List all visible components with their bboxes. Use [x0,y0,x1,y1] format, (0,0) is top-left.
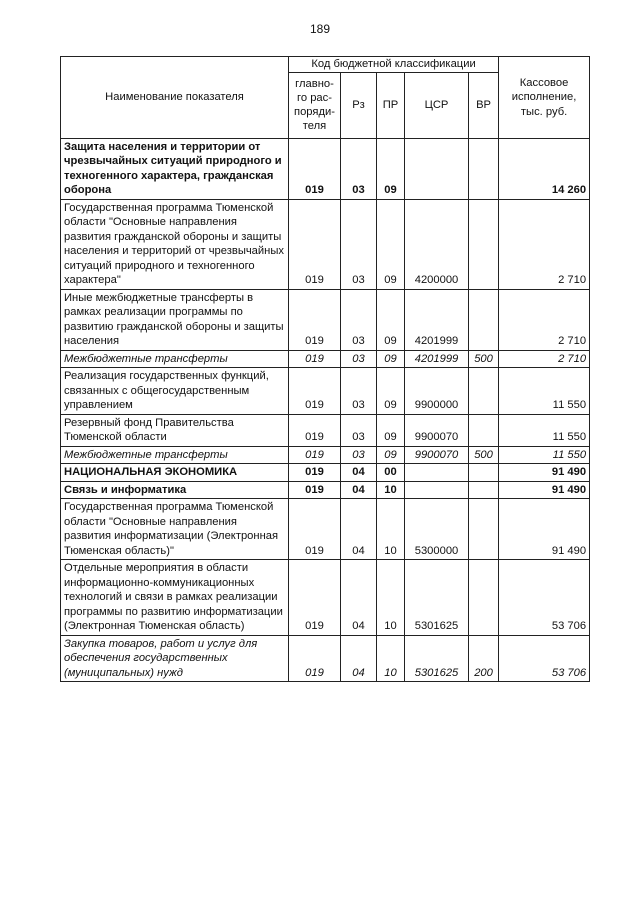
cell-csr: 4201999 [405,350,469,368]
cell-sum: 14 260 [499,138,590,199]
cell-name: Резервный фонд Правительства Тюменской области [61,414,289,446]
cell-name: Государственная программа Тюменской области "Основные направления развития информатизации (Электронная Тюменская область)" [61,499,289,560]
cell-csr [405,481,469,499]
cell-vr [469,481,499,499]
cell-name: Государственная программа Тюменской области "Основные направления развития гражданской обороны и защиты населения и территорий от чрезвычайных ситуаций природного и техногенного характера" [61,199,289,289]
table-row [61,199,590,289]
cell-vr [469,368,499,415]
cell-vr [469,414,499,446]
cell-pr: 09 [377,446,405,464]
cell-sum: 53 706 [499,635,590,682]
cell-sum: 91 490 [499,499,590,560]
cell-glav: 019 [289,414,341,446]
cell-vr [469,199,499,289]
cell-csr [405,138,469,199]
cell-rz: 03 [341,446,377,464]
cell-vr [469,560,499,636]
header-csr: ЦСР [405,72,469,138]
cell-rz: 04 [341,464,377,482]
cell-glav: 019 [289,446,341,464]
cell-rz: 04 [341,481,377,499]
cell-csr [405,464,469,482]
cell-sum: 2 710 [499,289,590,350]
cell-pr: 10 [377,635,405,682]
cell-name: НАЦИОНАЛЬНАЯ ЭКОНОМИКА [61,464,289,482]
cell-vr: 500 [469,446,499,464]
cell-sum: 53 706 [499,560,590,636]
table-row [61,464,590,482]
table-row [61,138,590,199]
table-row [61,350,590,368]
cell-rz: 03 [341,368,377,415]
cell-rz: 03 [341,350,377,368]
cell-pr: 09 [377,289,405,350]
cell-vr: 500 [469,350,499,368]
cell-rz: 04 [341,499,377,560]
table-row [61,499,590,560]
cell-vr [469,138,499,199]
cell-pr: 09 [377,414,405,446]
header-glav: главно- го рас- поряди- теля [289,72,341,138]
cell-pr: 10 [377,560,405,636]
cell-sum: 11 550 [499,446,590,464]
cell-name: Отдельные мероприятия в области информационно-коммуникационных технологий и связи в рамках реализации программы по развитию информатизации (Электронная Тюменская область) [61,560,289,636]
header-name: Наименование показателя [61,57,289,139]
table-row [61,446,590,464]
cell-csr: 9900070 [405,414,469,446]
cell-pr: 09 [377,350,405,368]
cell-glav: 019 [289,350,341,368]
cell-pr: 10 [377,499,405,560]
cell-glav: 019 [289,481,341,499]
cell-name: Реализация государственных функций, связанных с общегосударственным управлением [61,368,289,415]
cell-csr: 5301625 [405,635,469,682]
cell-pr: 09 [377,199,405,289]
cell-glav: 019 [289,464,341,482]
cell-csr: 9900000 [405,368,469,415]
table-row [61,560,590,636]
table-row [61,414,590,446]
cell-sum: 11 550 [499,414,590,446]
cell-sum: 2 710 [499,350,590,368]
cell-csr: 5301625 [405,560,469,636]
cell-name: Межбюджетные трансферты [61,446,289,464]
cell-sum: 91 490 [499,464,590,482]
page-number: 189 [309,22,331,36]
cell-sum: 91 490 [499,481,590,499]
header-vr: ВР [469,72,499,138]
cell-name: Иные межбюджетные трансферты в рамках реализации программы по развитию гражданской обороны и защиты населения [61,289,289,350]
cell-glav: 019 [289,289,341,350]
cell-vr [469,499,499,560]
cell-vr [469,289,499,350]
cell-glav: 019 [289,199,341,289]
cell-pr: 00 [377,464,405,482]
cell-name: Защита населения и территории от чрезвычайных ситуаций природного и техногенного характера, гражданская оборона [61,138,289,199]
cell-glav: 019 [289,368,341,415]
cell-vr: 200 [469,635,499,682]
cell-glav: 019 [289,138,341,199]
table-row [61,289,590,350]
cell-csr: 9900070 [405,446,469,464]
header-pr: ПР [377,72,405,138]
table-row [61,368,590,415]
cell-sum: 11 550 [499,368,590,415]
cell-rz: 03 [341,414,377,446]
table-row [61,635,590,682]
cell-pr: 09 [377,368,405,415]
cell-vr [469,464,499,482]
header-sum: Кассовое исполнение, тыс. руб. [499,57,590,139]
budget-table [60,56,590,682]
cell-glav: 019 [289,560,341,636]
cell-rz: 03 [341,289,377,350]
cell-rz: 04 [341,560,377,636]
cell-rz: 03 [341,138,377,199]
cell-sum: 2 710 [499,199,590,289]
cell-rz: 04 [341,635,377,682]
cell-glav: 019 [289,635,341,682]
table-row [61,481,590,499]
cell-rz: 03 [341,199,377,289]
header-rz: Рз [341,72,377,138]
cell-name: Межбюджетные трансферты [61,350,289,368]
header-code-group: Код бюджетной классификации [289,57,499,73]
cell-csr: 4200000 [405,199,469,289]
cell-pr: 10 [377,481,405,499]
cell-name: Связь и информатика [61,481,289,499]
cell-pr: 09 [377,138,405,199]
cell-name: Закупка товаров, работ и услуг для обеспечения государственных (муниципальных) нужд [61,635,289,682]
cell-csr: 5300000 [405,499,469,560]
cell-csr: 4201999 [405,289,469,350]
cell-glav: 019 [289,499,341,560]
